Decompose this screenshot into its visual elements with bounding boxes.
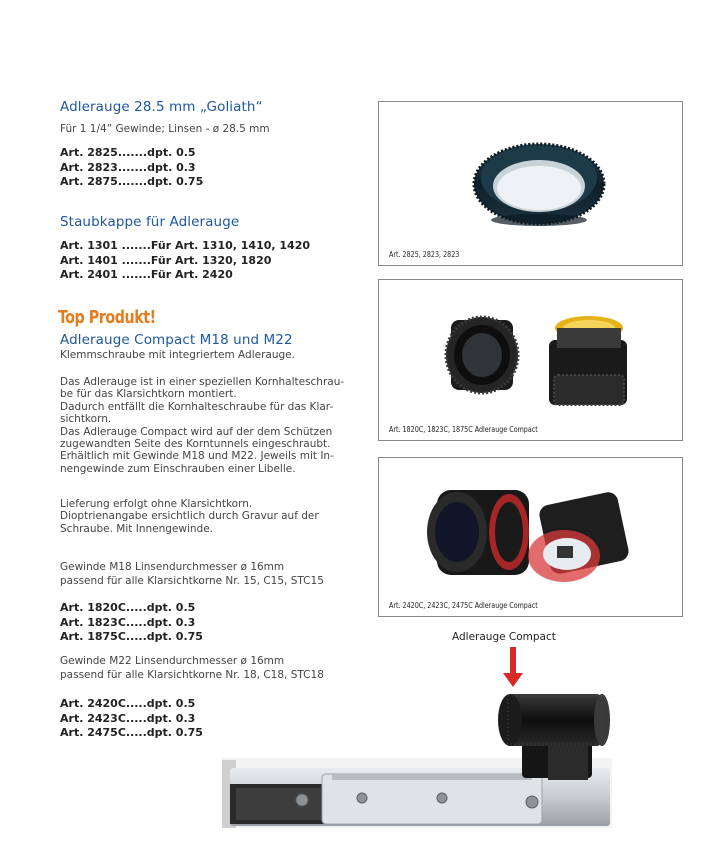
compact-title: Adlerauge Compact M18 und M22 bbox=[60, 332, 293, 348]
text-line: Dadurch entfällt die Kornhalteschraube für das Klar- bbox=[60, 400, 334, 413]
article-line: Art. 1875C.....dpt. 0.75 bbox=[60, 630, 203, 643]
goliath-title: Adlerauge 28.5 mm „Goliath“ bbox=[60, 99, 263, 115]
text-line: Gewinde M22 Linsendurchmesser ø 16mm bbox=[60, 655, 285, 667]
text-line: Das Adlerauge ist in einer speziellen Kornhalteschrau- bbox=[60, 376, 345, 388]
text-line: Gewinde M18 Linsendurchmesser ø 16mm bbox=[60, 561, 285, 573]
compact-description bbox=[60, 376, 344, 475]
article-line: Art. 2823.......dpt. 0.3 bbox=[60, 160, 196, 174]
photo-caption: Art. 1820C, 1823C, 1875C Adlerauge Compact bbox=[389, 425, 538, 434]
text-line: Lieferung erfolgt ohne Klarsichtkorn. bbox=[60, 498, 253, 510]
photo-caption: Art. 2825, 2823, 2823 bbox=[389, 250, 460, 259]
goliath-ring-image bbox=[379, 102, 682, 265]
text-line: passend für alle Klarsichtkorne Nr. 18, C18, STC18 bbox=[60, 668, 324, 681]
compact-m22-image bbox=[379, 458, 682, 616]
m22-article-list bbox=[60, 697, 203, 741]
article-line: Art. 1301 .......Für Art. 1310, 1410, 1420 bbox=[60, 239, 311, 252]
article-line: Art. 1820C.....dpt. 0.5 bbox=[60, 601, 196, 614]
text-line: Schraube. Mit Innengewinde. bbox=[60, 522, 213, 535]
article-line: Art. 2875.......dpt. 0.75 bbox=[60, 175, 204, 188]
article-line: Art. 1401 .......Für Art. 1320, 1820 bbox=[60, 253, 272, 267]
photo-caption: Art. 2420C, 2423C, 2475C Adlerauge Compact bbox=[389, 601, 538, 610]
text-line: Dioptrienangabe ersichtlich durch Gravur auf der bbox=[60, 510, 319, 523]
rail-mount-image bbox=[222, 688, 612, 828]
delivery-note bbox=[60, 498, 319, 535]
compact-m18-image bbox=[379, 280, 682, 440]
text-line: Erhältlich mit Gewinde M18 und M22. Jeweils mit In- bbox=[60, 450, 334, 463]
text-line: passend für alle Klarsichtkorne Nr. 15, C15, STC15 bbox=[60, 574, 324, 587]
article-line: Art. 2475C.....dpt. 0.75 bbox=[60, 726, 203, 739]
goliath-subtitle: Für 1 1/4” Gewinde; Linsen - ø 28.5 mm bbox=[60, 123, 270, 135]
compact-pointer-label: Adlerauge Compact bbox=[452, 631, 556, 643]
text-line: be für das Klarsichtkorn montiert. bbox=[60, 388, 237, 401]
compact-m18-photo bbox=[378, 279, 683, 441]
article-line: Art. 2401 .......Für Art. 2420 bbox=[60, 268, 233, 281]
text-line: Das Adlerauge Compact wird auf der dem Schützen bbox=[60, 425, 333, 438]
m18-spec bbox=[60, 561, 324, 588]
arrow-down-icon bbox=[503, 647, 523, 689]
goliath-article-list bbox=[60, 146, 203, 190]
article-line: Art. 2420C.....dpt. 0.5 bbox=[60, 697, 196, 710]
text-line: nengewinde zum Einschrauben einer Libelle. bbox=[60, 462, 296, 475]
compact-m22-photo bbox=[378, 457, 683, 617]
text-line: sichtkorn. bbox=[60, 413, 112, 426]
m18-article-list bbox=[60, 601, 203, 645]
article-line: Art. 2423C.....dpt. 0.3 bbox=[60, 711, 196, 725]
text-line: zugewandten Seite des Korntunnels eingeschraubt. bbox=[60, 438, 331, 451]
goliath-photo bbox=[378, 101, 683, 266]
top-product-badge: Top Produkt! bbox=[58, 307, 156, 328]
article-line: Art. 2825.......dpt. 0.5 bbox=[60, 146, 196, 159]
m22-spec bbox=[60, 655, 324, 682]
article-line: Art. 1823C.....dpt. 0.3 bbox=[60, 615, 196, 629]
compact-intro: Klemmschraube mit integriertem Adlerauge. bbox=[60, 349, 295, 361]
staubkappe-article-list bbox=[60, 239, 310, 283]
staubkappe-title: Staubkappe für Adlerauge bbox=[60, 214, 240, 230]
